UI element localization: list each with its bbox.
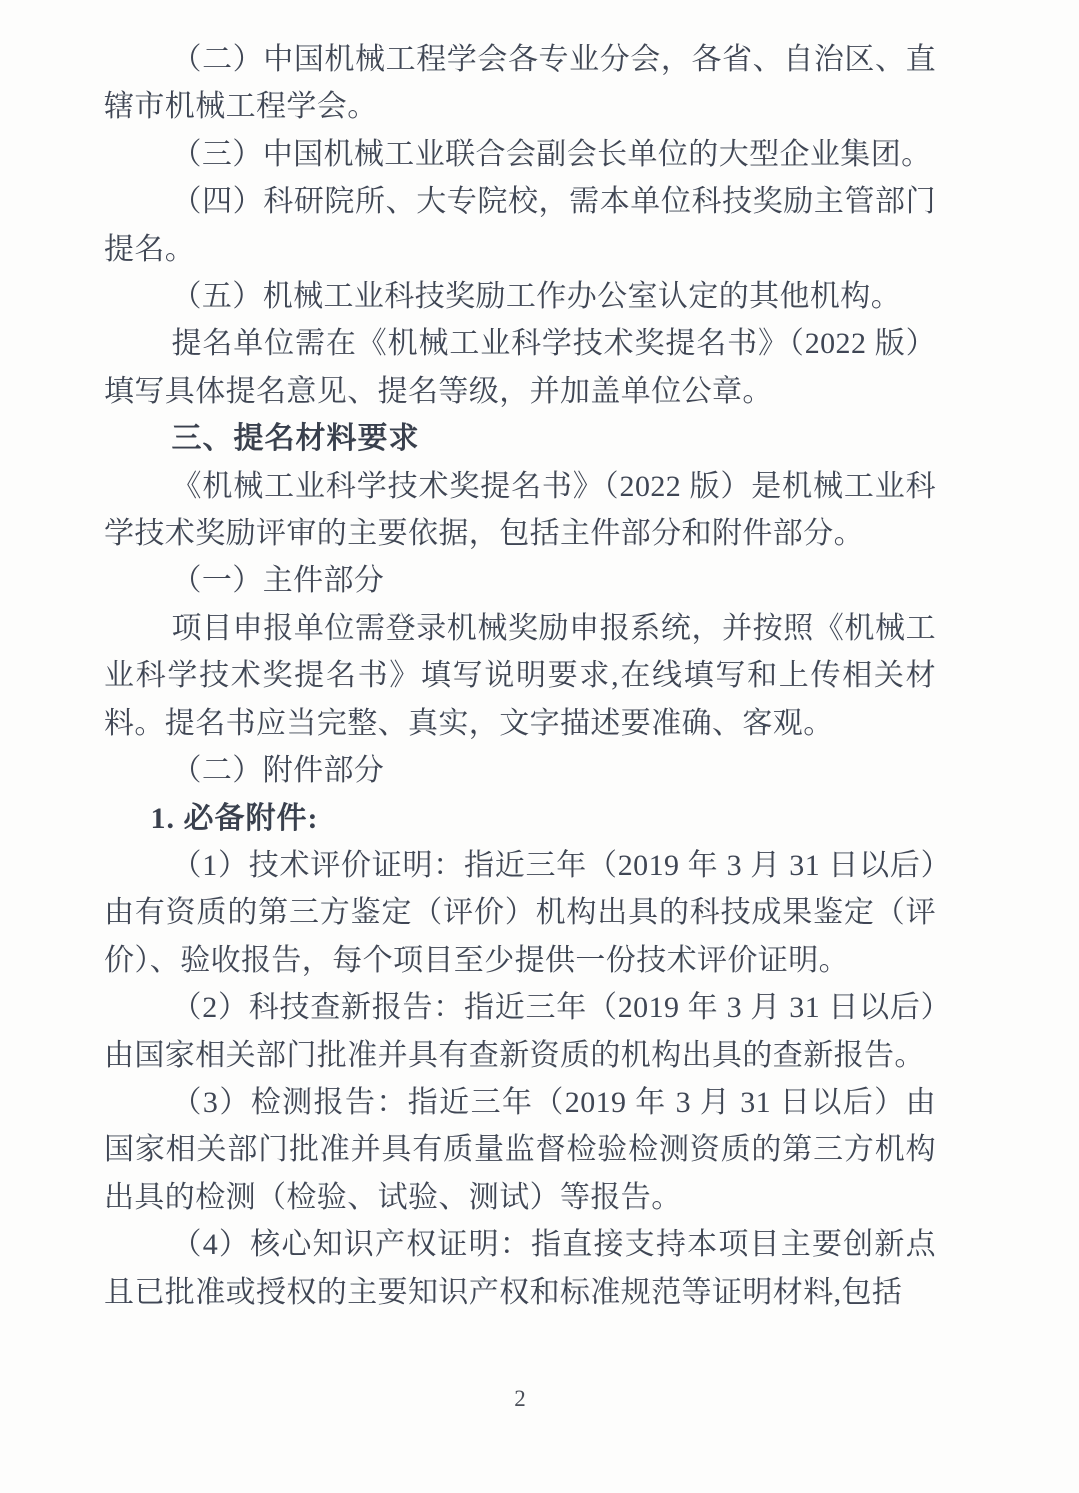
body-paragraph: （二）中国机械工程学会各专业分会，各省、自治区、直辖市机械工程学会。 <box>104 43 936 124</box>
body-paragraph: 提名单位需在《机械工业科学技术奖提名书》（2022 版）填写具体提名意见、提名等级，并加盖单位公章。 <box>104 327 936 408</box>
body-paragraph: （一）主件部分 <box>171 564 385 598</box>
page-number: 2 <box>514 1386 526 1411</box>
subsection-heading-required-attachments: 1. 必备附件: <box>150 801 319 835</box>
body-paragraph: （1）技术评价证明：指近三年（2019 年 3 月 31 日以后）由有资质的第三方鉴定（评价）机构出具的科技成果鉴定（评价）、验收报告，每个项目至少提供一份技术评价证明。 <box>104 848 936 977</box>
body-paragraph: 项目申报单位需登录机械奖励申报系统，并按照《机械工业科学技术奖提名书》填写说明要求,在线填写和上传相关材料。提名书应当完整、真实，文字描述要准确、客观。 <box>104 611 936 740</box>
section-heading-nomination-material-requirements: 三、提名材料要求 <box>171 422 420 456</box>
document-body <box>104 36 936 1316</box>
body-paragraph: 《机械工业科学技术奖提名书》（2022 版）是机械工业科学技术奖励评审的主要依据，包括主件部分和附件部分。 <box>104 469 936 551</box>
body-paragraph: （二）附件部分 <box>171 754 385 788</box>
body-paragraph: （4）核心知识产权证明：指直接支持本项目主要创新点且已批准或授权的主要知识产权和标准规范等证明材料,包括 <box>104 1228 936 1309</box>
body-paragraph: （2）科技查新报告：指近三年（2019 年 3 月 31 日以后）由国家相关部门批准并具有查新资质的机构出具的查新报告。 <box>104 991 936 1072</box>
body-paragraph: （四）科研院所、大专院校，需本单位科技奖励主管部门提名。 <box>104 185 936 266</box>
body-paragraph: （三）中国机械工业联合会副会长单位的大型企业集团。 <box>171 137 932 171</box>
body-paragraph: （五）机械工业科技奖励工作办公室认定的其他机构。 <box>171 280 902 314</box>
body-paragraph: （3）检测报告：指近三年（2019 年 3 月 31 日以后）由国家相关部门批准并具有质量监督检验检测资质的第三方机构出具的检测（检验、试验、测试）等报告。 <box>104 1085 936 1214</box>
